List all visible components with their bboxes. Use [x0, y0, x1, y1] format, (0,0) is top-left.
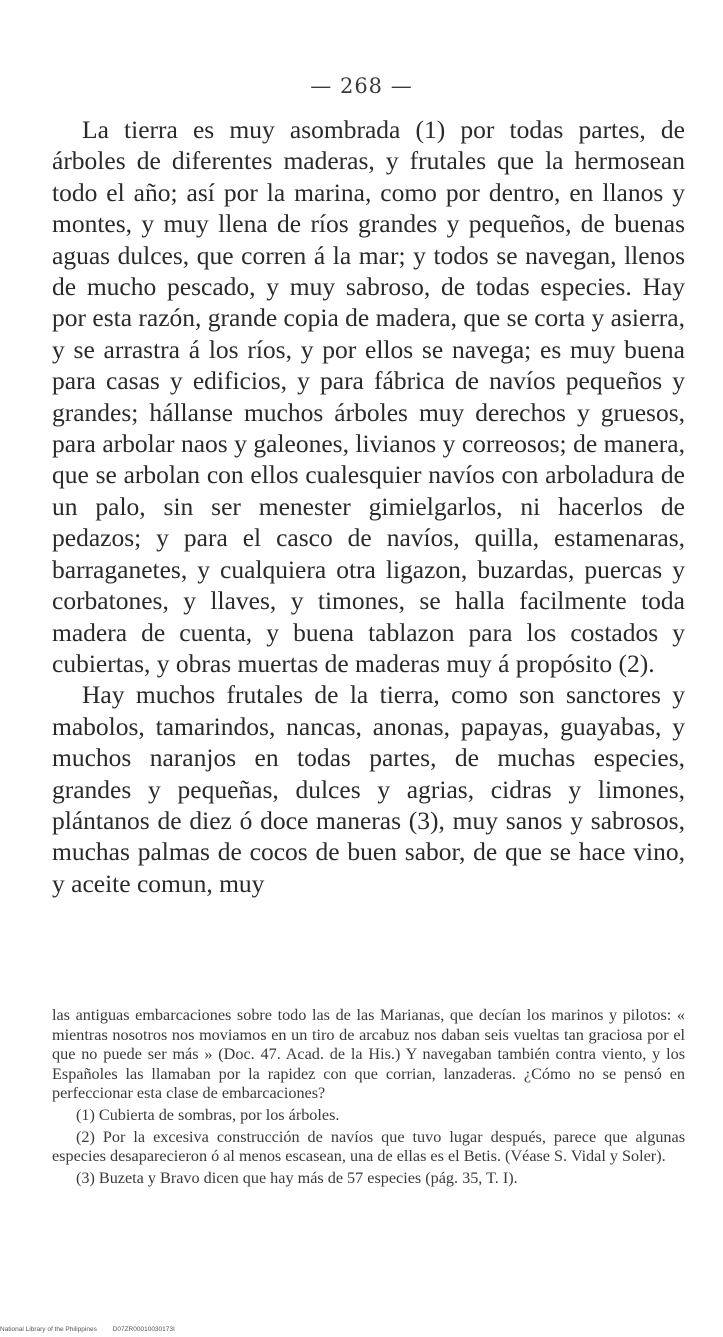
body-paragraph: La tierra es muy asombrada (1) por todas partes, de árboles de diferentes maderas, y frutales que la hermosean todo el año; así por la marina, como por dentro, en llanos y montes, y muy llena de ríos grandes y pequeños, de buenas aguas dulces, que corren á la mar; y todos se navegan, llenos de mucho pescado, y muy sabroso, de todas especies. Hay por esta razón, grande copia de madera, que se corta y asierra, y se arrastra á los ríos, y por ellos se navega; es muy buena para casas y edificios, y para fábrica de navíos pequeños y grandes; hállanse muchos árboles muy derechos y gruesos, para arbolar naos y galeones, livianos y correosos; de manera, que se arbolan con ellos cualesquier navíos con arboladura de un palo, sin ser menester gimielgarlos, ni hacerlos de pedazos; y para el casco de navíos, quilla, estamenaras, barraganetes, y cualquiera otra ligazon, buzardas, puercas y corbatones, y llaves, y timones, se halla facilmente toda madera de cuenta, y buena tablazon para los costados y cubiertas, y obras muertas de maderas muy á propósito (2). [52, 115, 685, 678]
footnote-2: (2) Por la excesiva construcción de navíos que tuvo lugar después, parece que algunas especies desaparecieron ó al menos escasean, una de ellas es el Betis. (Véase S. Vidal y Soler). [52, 1127, 685, 1166]
footnotes [52, 1006, 685, 1190]
library-credit: National Library of the Philippines [0, 1326, 97, 1333]
scan-footer [0, 1326, 400, 1333]
page-number: — 268 — [310, 74, 413, 98]
footnote-3: (3) Buzeta y Bravo dicen que hay más de 57 especies (pág. 35, T. I). [76, 1168, 518, 1187]
footnote-1: (1) Cubierta de sombras, por los árboles. [76, 1105, 340, 1124]
body-paragraph: Hay muchos frutales de la tierra, como son sanctores y mabolos, tamarindos, nancas, anonas, papayas, guayabas, y muchos naranjos en todas partes, de muchas especies, grandes y pequeñas, dulces y agrias, cidras y limones, plántanos de diez ó doce maneras (3), muy sanos y sabrosos, muchas palmas de cocos de buen sabor, de que se hace vino, y aceite comun, muy [52, 680, 685, 898]
scan-code: D07ZR00010030173I [112, 1326, 175, 1333]
body-text [52, 114, 685, 899]
footnote-continuation: las antiguas embarcaciones sobre todo las de las Marianas, que decían los marinos y pilotos: « mientras nosotros nos moviamos en un tiro de arcabuz nos daban seis vueltas tan graciosa por el que no puede ser más » (Doc. 47. Acad. de la His.) Y navegaban también contra viento, y los Españoles las llamaban por la rapidez con que corrian, lanzaderas. ¿Cómo no se pensó en perfeccionar esta clase de embarcaciones? [52, 1006, 685, 1103]
